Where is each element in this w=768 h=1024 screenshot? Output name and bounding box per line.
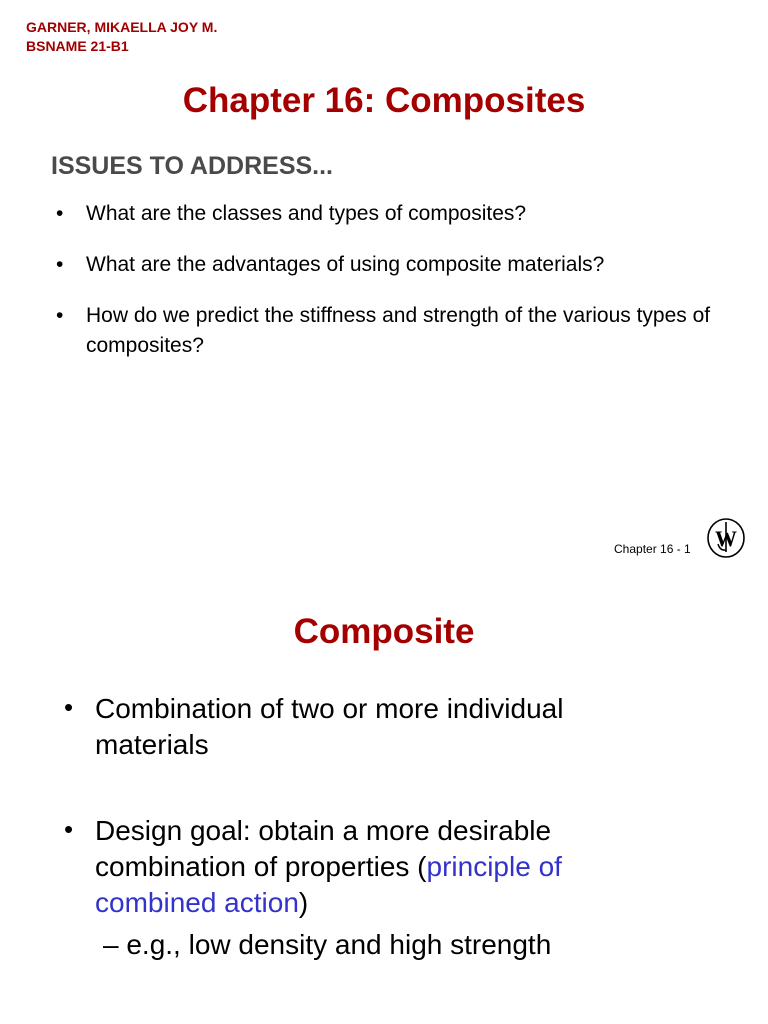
sub-bullet-example: – e.g., low density and high strength bbox=[103, 929, 552, 960]
bullet-combination bbox=[64, 691, 664, 763]
bullet-text: Combination of two or more individual materials bbox=[95, 693, 564, 760]
author-block bbox=[26, 18, 217, 56]
author-name: GARNER, MIKAELLA JOY M. bbox=[26, 19, 218, 35]
definition-list bbox=[64, 691, 664, 963]
question-item bbox=[56, 199, 736, 229]
slide-composite bbox=[0, 580, 768, 1024]
questions-list bbox=[56, 199, 736, 382]
bullet-icon: • bbox=[56, 253, 64, 276]
question-item bbox=[56, 301, 736, 361]
bullet-icon: • bbox=[64, 814, 74, 844]
bullet-icon: • bbox=[56, 304, 64, 327]
question-text: What are the classes and types of composites? bbox=[86, 202, 527, 225]
slide-title: Chapter 16: Composites bbox=[182, 81, 586, 120]
principle-highlight: principle of combined action bbox=[95, 851, 562, 918]
author-section: BSNAME 21-B1 bbox=[26, 38, 129, 54]
bullet-text-start: Design goal: obtain a more desirable combination of properties ( bbox=[95, 815, 552, 882]
question-text: What are the advantages of using composite materials? bbox=[86, 253, 605, 276]
slide-number-label: Chapter 16 - 1 bbox=[614, 542, 691, 556]
logo-letter: W bbox=[715, 526, 737, 551]
bullet-design-goal bbox=[64, 813, 664, 963]
bullet-text-end: ) bbox=[298, 887, 309, 918]
bullet-icon: • bbox=[56, 202, 64, 225]
question-item bbox=[56, 250, 736, 280]
bullet-icon: • bbox=[64, 692, 74, 722]
question-text: How do we predict the stiffness and strength of the various types of composites? bbox=[86, 304, 711, 357]
slide-title: Composite bbox=[293, 612, 475, 651]
wiley-logo-icon bbox=[706, 517, 746, 559]
issues-heading: ISSUES TO ADDRESS... bbox=[51, 152, 334, 180]
